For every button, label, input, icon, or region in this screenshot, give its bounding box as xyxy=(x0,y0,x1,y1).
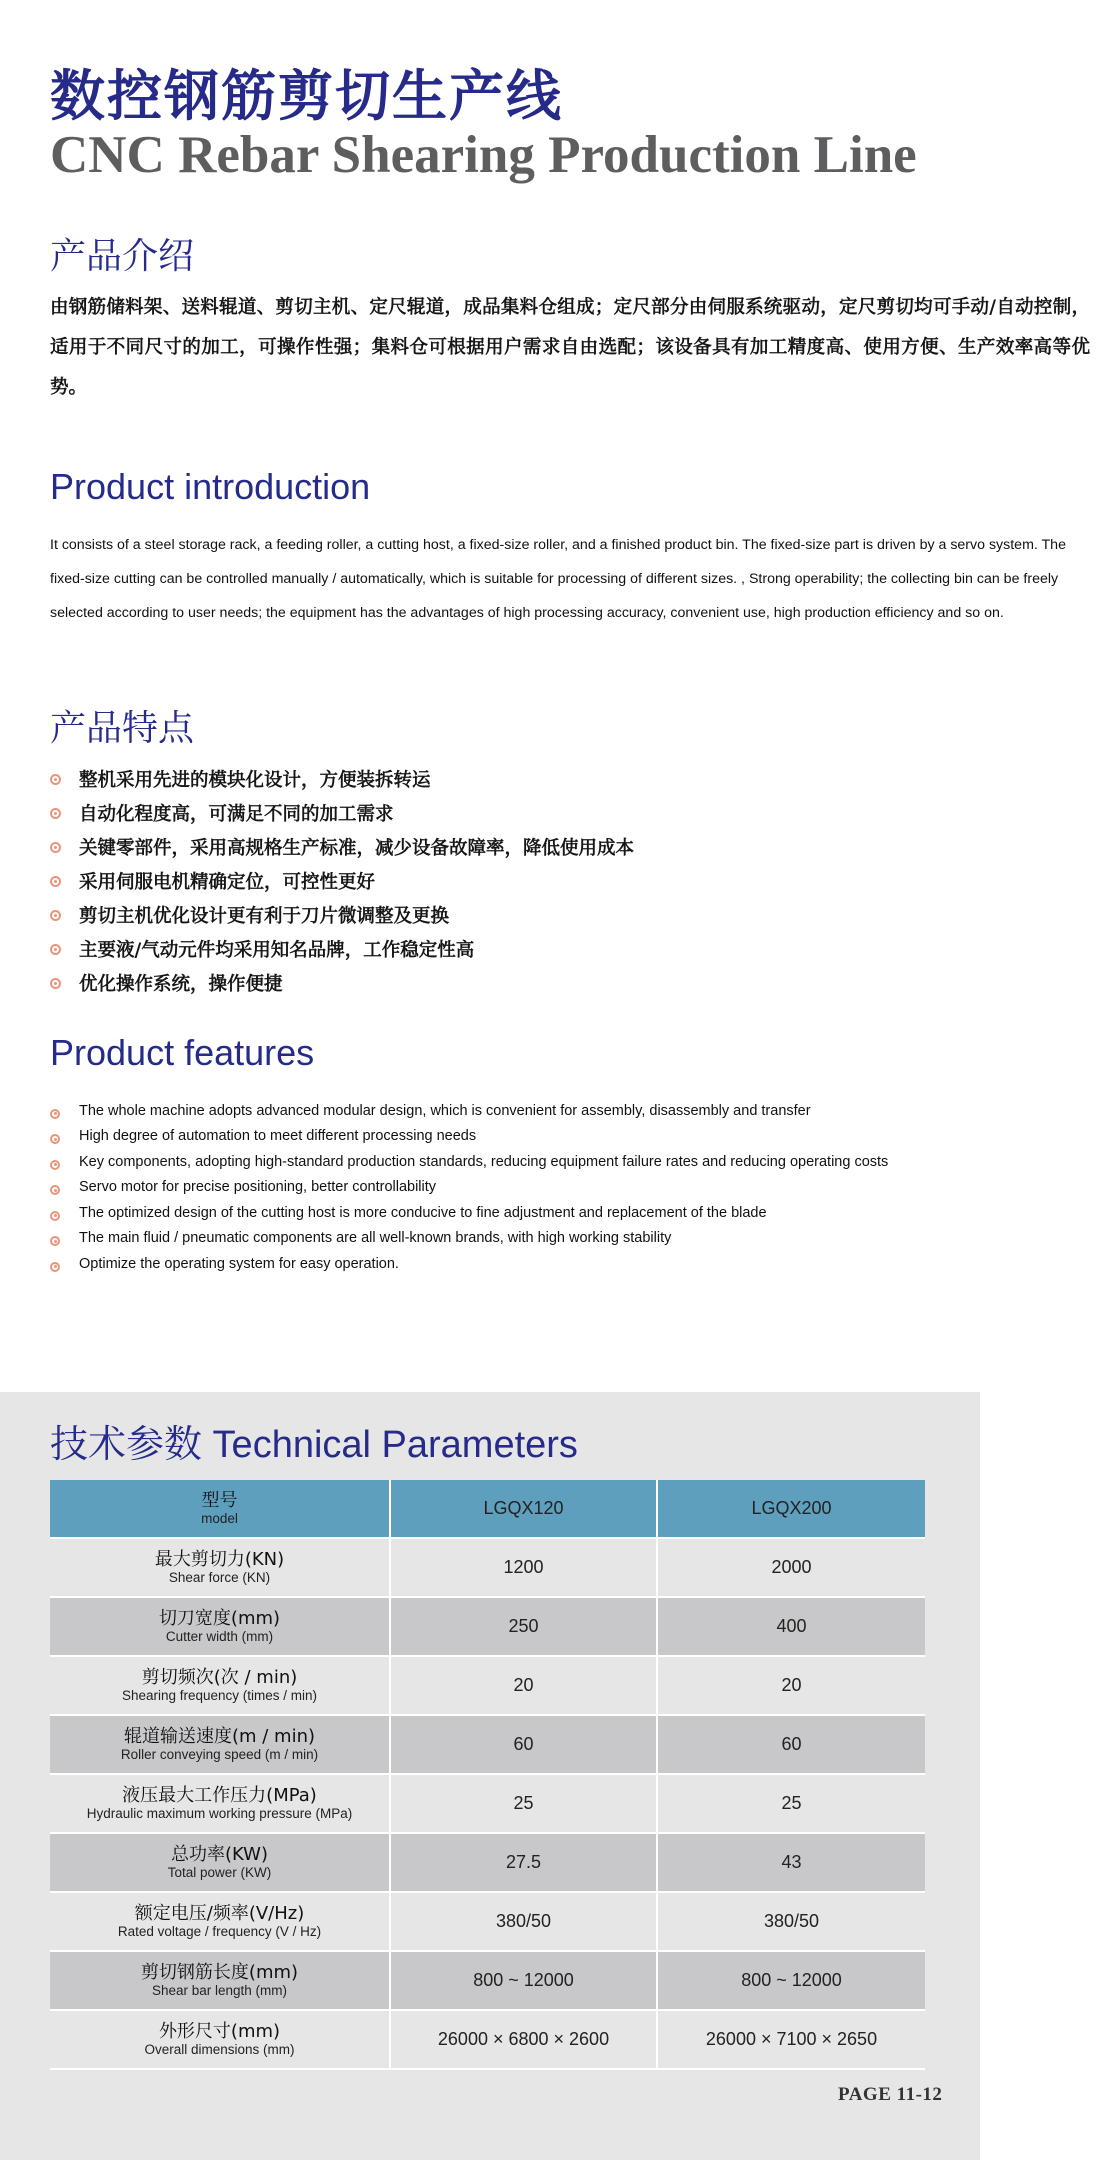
feature-text: 剪切主机优化设计更有利于刀片微调整及更换 xyxy=(79,906,450,927)
ring-bullet-icon xyxy=(50,774,61,785)
features-list-en xyxy=(50,1098,1090,1277)
table-row xyxy=(50,2010,925,2069)
parameters-table xyxy=(50,1480,925,2070)
feature-text: Servo motor for precise positioning, better controllability xyxy=(79,1179,437,1196)
intro-text-en: It consists of a steel storage rack, a feeding roller, a cutting host, a fixed-size roller, and a finished product bin. The fixed-size part is driven by a servo system. The fixed-size cutting can be controlled manually / automatically, which is suitable for processing of different sizes. , Strong operability; the collecting bin can be freely selected according to user needs; the equipment has the advantages of high processing accuracy, convenient use, high production efficiency and so on. xyxy=(50,537,1066,621)
row-label-cn: 额定电压/频率(V/Hz) xyxy=(134,1902,305,1924)
header-col-lgqx120: LGQX120 xyxy=(390,1480,657,1538)
row-label xyxy=(50,2010,390,2069)
header-model-cell xyxy=(50,1480,390,1538)
intro-text-cn: 由钢筋储料架、送料辊道、剪切主机、定尺辊道，成品集料仓组成；定尺部分由伺服系统驱动，定尺剪切均可手动/自动控制，适用于不同尺寸的加工，可操作性强；集料仓可根据用户需求自由选配；该设备具有加工精度高、使用方便、生产效率高等优势。 xyxy=(50,297,1090,398)
intro-heading-cn: 产品介绍 xyxy=(50,236,195,277)
features-heading-en: Product features xyxy=(50,1032,315,1073)
row-label-cn: 最大剪切力(KN) xyxy=(154,1548,285,1570)
row-label-cn: 液压最大工作压力(MPa) xyxy=(122,1784,317,1806)
table-row xyxy=(50,1597,925,1656)
row-value-1: 250 xyxy=(390,1597,657,1656)
page-number: PAGE 11-12 xyxy=(838,2084,943,2105)
feature-text: 主要液/气动元件均采用知名品牌，工作稳定性高 xyxy=(79,940,475,961)
table-row xyxy=(50,1951,925,2010)
row-label xyxy=(50,1656,390,1715)
row-value-2: 20 xyxy=(657,1656,925,1715)
row-label-en: Hydraulic maximum working pressure (MPa) xyxy=(86,1805,353,1821)
row-value-2: 43 xyxy=(657,1833,925,1892)
row-label-en: Shear force (KN) xyxy=(168,1569,271,1585)
list-item xyxy=(50,796,1050,830)
row-label xyxy=(50,1951,390,2010)
row-label xyxy=(50,1892,390,1951)
row-label xyxy=(50,1715,390,1774)
list-item xyxy=(50,762,1050,796)
ring-bullet-icon xyxy=(50,978,61,989)
row-label-cn: 辊道输送速度(m / min) xyxy=(123,1725,316,1747)
ring-bullet-icon xyxy=(50,1185,60,1195)
table-row xyxy=(50,1538,925,1597)
feature-text: 自动化程度高，可满足不同的加工需求 xyxy=(79,804,394,825)
features-list-cn xyxy=(50,762,1050,1000)
ring-bullet-icon xyxy=(50,876,61,887)
list-item xyxy=(50,932,1050,966)
list-item xyxy=(50,1149,1090,1175)
feature-text: The optimized design of the cutting host is more conducive to fine adjustment and replacement of the blade xyxy=(79,1204,767,1221)
header-col-lgqx200: LGQX200 xyxy=(657,1480,925,1538)
row-label-en: Cutter width (mm) xyxy=(165,1628,274,1644)
feature-text: Optimize the operating system for easy operation. xyxy=(79,1255,399,1272)
row-value-1: 380/50 xyxy=(390,1892,657,1951)
page-title-cn: 数控钢筋剪切生产线 xyxy=(50,63,564,128)
feature-text: The main fluid / pneumatic components are all well-known brands, with high working stability xyxy=(79,1230,672,1247)
header-label-en: model xyxy=(201,1510,238,1526)
list-item xyxy=(50,1175,1090,1201)
row-value-1: 800 ~ 12000 xyxy=(390,1951,657,2010)
feature-text: The whole machine adopts advanced modular design, which is convenient for assembly, disassembly and transfer xyxy=(79,1102,811,1119)
row-value-1: 27.5 xyxy=(390,1833,657,1892)
feature-text: Key components, adopting high-standard production standards, reducing equipment failure rates and reducing operating costs xyxy=(79,1153,889,1170)
list-item xyxy=(50,1226,1090,1252)
table-row xyxy=(50,1774,925,1833)
ring-bullet-icon xyxy=(50,1134,60,1144)
row-value-2: 380/50 xyxy=(657,1892,925,1951)
intro-heading-en: Product introduction xyxy=(50,466,371,507)
row-label-en: Total power (KW) xyxy=(167,1864,272,1880)
list-item xyxy=(50,966,1050,1000)
table-row xyxy=(50,1715,925,1774)
feature-text: 优化操作系统，操作便捷 xyxy=(79,974,283,995)
ring-bullet-icon xyxy=(50,1109,60,1119)
row-value-1: 1200 xyxy=(390,1538,657,1597)
row-label-en: Roller conveying speed (m / min) xyxy=(120,1746,319,1762)
row-label-cn: 总功率(KW) xyxy=(170,1843,268,1865)
list-item xyxy=(50,1124,1090,1150)
row-label-en: Shear bar length (mm) xyxy=(151,1982,288,1998)
row-label xyxy=(50,1833,390,1892)
row-label-en: Overall dimensions (mm) xyxy=(144,2041,295,2057)
feature-text: High degree of automation to meet different processing needs xyxy=(79,1128,477,1145)
technical-heading: 技术参数 Technical Parameters xyxy=(50,1424,578,1466)
row-value-2: 25 xyxy=(657,1774,925,1833)
list-item xyxy=(50,864,1050,898)
ring-bullet-icon xyxy=(50,944,61,955)
ring-bullet-icon xyxy=(50,1211,60,1221)
features-heading-cn: 产品特点 xyxy=(50,708,195,749)
ring-bullet-icon xyxy=(50,842,61,853)
ring-bullet-icon xyxy=(50,1160,60,1170)
row-label xyxy=(50,1597,390,1656)
ring-bullet-icon xyxy=(50,1236,60,1246)
row-value-1: 20 xyxy=(390,1656,657,1715)
list-item xyxy=(50,1098,1090,1124)
list-item xyxy=(50,1251,1090,1277)
row-label-cn: 外形尺寸(mm) xyxy=(158,2020,281,2042)
header-label-cn: 型号 xyxy=(201,1489,238,1511)
row-label-en: Shearing frequency (times / min) xyxy=(121,1687,318,1703)
row-value-2: 400 xyxy=(657,1597,925,1656)
feature-text: 整机采用先进的模块化设计，方便装拆转运 xyxy=(79,770,431,791)
ring-bullet-icon xyxy=(50,808,61,819)
page-title-en: CNC Rebar Shearing Production Line xyxy=(50,126,917,184)
feature-text: 关键零部件，采用高规格生产标准，减少设备故障率，降低使用成本 xyxy=(79,838,635,859)
row-label-cn: 剪切钢筋长度(mm) xyxy=(140,1961,299,1983)
row-label-cn: 切刀宽度(mm) xyxy=(158,1607,281,1629)
list-item xyxy=(50,898,1050,932)
row-value-2: 60 xyxy=(657,1715,925,1774)
row-value-2: 26000 × 7100 × 2650 xyxy=(657,2010,925,2069)
row-value-2: 2000 xyxy=(657,1538,925,1597)
row-label-en: Rated voltage / frequency (V / Hz) xyxy=(117,1923,322,1939)
ring-bullet-icon xyxy=(50,910,61,921)
row-label xyxy=(50,1538,390,1597)
row-value-1: 25 xyxy=(390,1774,657,1833)
ring-bullet-icon xyxy=(50,1262,60,1272)
row-value-1: 60 xyxy=(390,1715,657,1774)
row-label xyxy=(50,1774,390,1833)
table-row xyxy=(50,1656,925,1715)
table-header-row xyxy=(50,1480,925,1538)
row-value-2: 800 ~ 12000 xyxy=(657,1951,925,2010)
list-item xyxy=(50,830,1050,864)
list-item xyxy=(50,1200,1090,1226)
table-row xyxy=(50,1833,925,1892)
row-label-cn: 剪切频次(次 / min) xyxy=(141,1666,298,1688)
table-row xyxy=(50,1892,925,1951)
row-value-1: 26000 × 6800 × 2600 xyxy=(390,2010,657,2069)
feature-text: 采用伺服电机精确定位，可控性更好 xyxy=(79,872,376,893)
